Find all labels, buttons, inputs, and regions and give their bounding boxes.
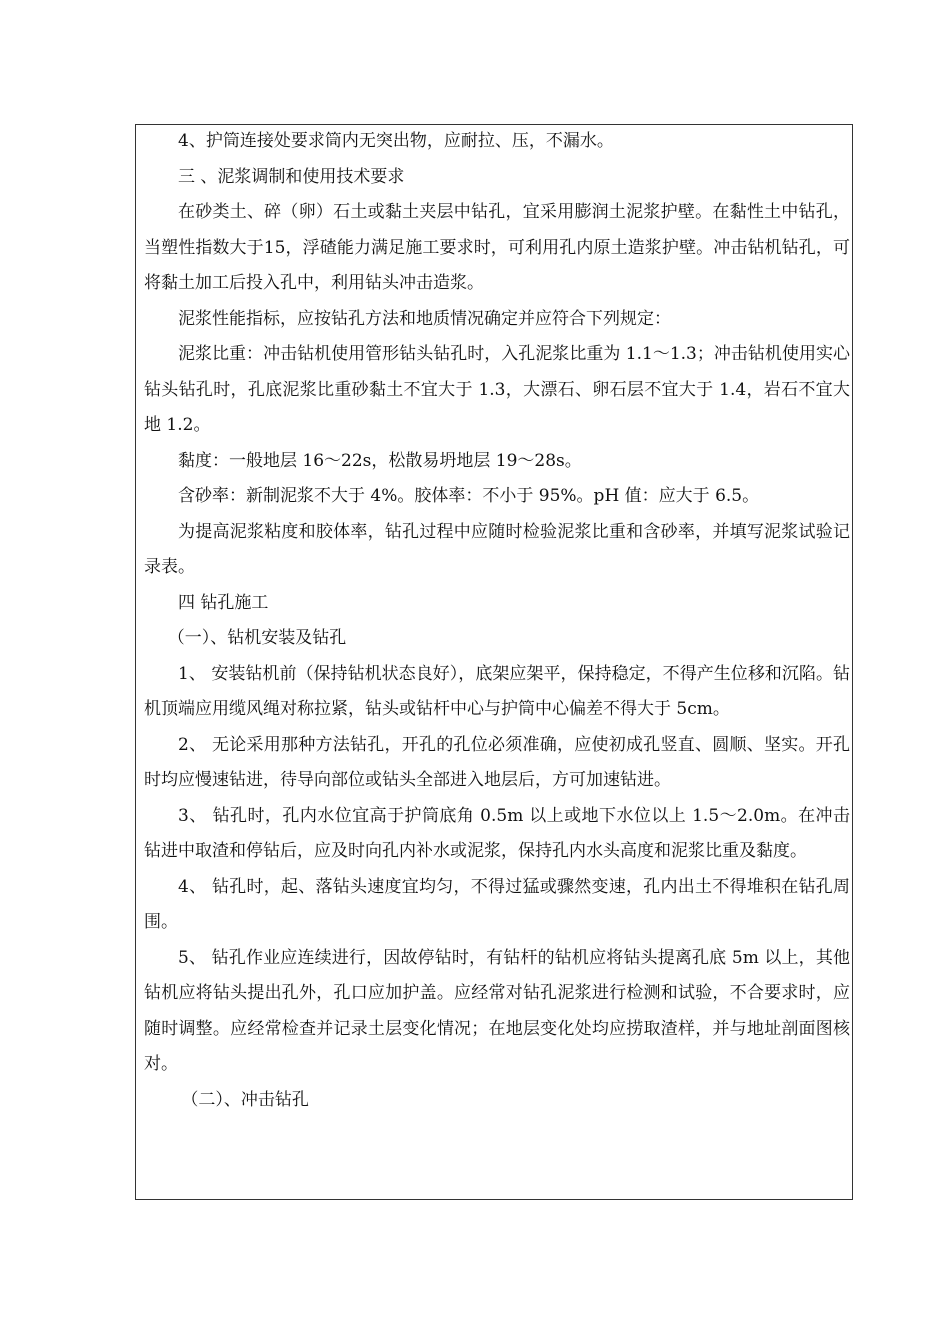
paragraph-item-2: 2、 无论采用那种方法钻孔，开孔的孔位必须准确，应使初成孔竖直、圆顺、坚实。开孔时均应慢速钻进，待导向部位或钻头全部进入地层后，方可加速钻进。 bbox=[144, 734, 850, 790]
paragraph-sand-content: 含砂率：新制泥浆不大于 4%。胶体率：不小于 95%。pH 值：应大于 6.5。 bbox=[178, 486, 760, 506]
paragraph-item-4: 4、 钻孔时，起、落钻头速度宜均匀，不得过猛或骤然变速，孔内出土不得堆积在钻孔周围。 bbox=[144, 876, 850, 932]
heading-drilling: 四 钻孔施工 bbox=[178, 592, 269, 613]
heading-mud-requirements: 三 、泥浆调制和使用技术要求 bbox=[178, 166, 405, 187]
paragraph-item-1: 1、 安装钻机前（保持钻机状态良好），底架应架平，保持稳定，不得产生位移和沉陷。钻机顶端应用缆风绳对称拉紧，钻头或钻杆中心与护筒中心偏差不得大于 5cm。 bbox=[144, 663, 850, 719]
document-body bbox=[144, 124, 850, 1118]
paragraph-viscosity: 黏度：一般地层 16～22s，松散易坍地层 19～28s。 bbox=[178, 450, 582, 471]
subheading-rig-install: （一）、钻机安装及钻孔 bbox=[167, 628, 347, 648]
paragraph-mud-wall: 在砂类土、碎（卵）石土或黏土夹层中钻孔，宜采用膨润土泥浆护壁。在黏性土中钻孔，当塑性指数大于15，浮碴能力满足施工要求时，可利用孔内原土造浆护壁。冲击钻机钻孔，可将黏土加工后投入孔中，利用钻头冲击造浆。 bbox=[144, 202, 850, 293]
paragraph-mud-test-record: 为提高泥浆粘度和胶体率，钻孔过程中应随时检验泥浆比重和含砂率，并填写泥浆试验记录表。 bbox=[144, 521, 850, 577]
paragraph-mud-density: 泥浆比重：冲击钻机使用管形钻头钻孔时，入孔泥浆比重为 1.1～1.3；冲击钻机使用实心钻头钻孔时，孔底泥浆比重砂黏土不宜大于 1.3，大漂石、卵石层不宜大于 1.4，岩石不宜大地 1.2。 bbox=[144, 344, 850, 435]
paragraph-casing-joint: 4、护筒连接处要求筒内无突出物，应耐拉、压，不漏水。 bbox=[178, 131, 614, 151]
paragraph-item-3: 3、 钻孔时，孔内水位宜高于护筒底角 0.5m 以上或地下水位以上 1.5～2.0m。在冲击钻进中取渣和停钻后，应及时向孔内补水或泥浆，保持孔内水头高度和泥浆比重及黏度。 bbox=[144, 805, 850, 861]
paragraph-item-5: 5、 钻孔作业应连续进行，因故停钻时，有钻杆的钻机应将钻头提离孔底 5m 以上，其他钻机应将钻头提出孔外，孔口应加护盖。应经常对钻孔泥浆进行检测和试验，不合要求时，应随时调整。应经常检查并记录土层变化情况；在地层变化处均应捞取渣样，并与地址剖面图核对。 bbox=[144, 947, 850, 1074]
subheading-percussion-drilling: （二）、冲击钻孔 bbox=[181, 1089, 309, 1110]
paragraph-mud-indicators: 泥浆性能指标，应按钻孔方法和地质情况确定并应符合下列规定： bbox=[178, 308, 671, 329]
